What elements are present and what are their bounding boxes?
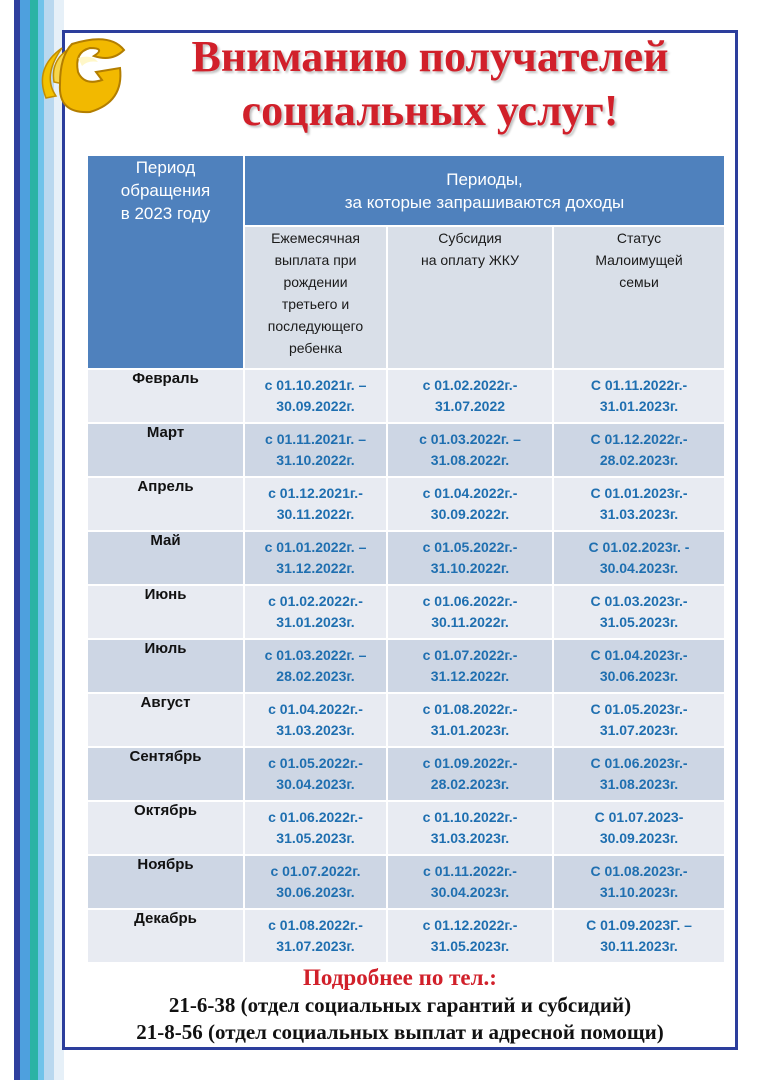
- header-line: обращения: [120, 181, 211, 200]
- header-line: последующего: [267, 318, 364, 335]
- header-line: в 2023 году: [120, 204, 211, 223]
- month-cell: Сентябрь: [88, 748, 243, 800]
- date-line: с 01.07.2022г.-: [422, 647, 518, 663]
- period-cell: [554, 748, 724, 800]
- date-line: С 01.08.2023г.-: [590, 863, 688, 879]
- date-line: 28.02.2023г.: [276, 668, 355, 684]
- date-line: с 01.10.2022г.-: [422, 809, 518, 825]
- date-line: 31.10.2023г.: [599, 884, 679, 900]
- period-cell: [554, 640, 724, 692]
- date-line: С 01.04.2023г.-: [590, 647, 688, 663]
- date-line: с 01.06.2022г.-: [422, 593, 518, 609]
- header-request-period: [88, 156, 243, 368]
- month-cell: Апрель: [88, 478, 243, 530]
- date-line: с 01.09.2022г.-: [422, 755, 518, 771]
- header-line: выплата при: [274, 252, 357, 269]
- period-cell: [245, 694, 386, 746]
- header-monthly-payment: [245, 227, 386, 368]
- period-cell: [388, 748, 552, 800]
- header-line: семьи: [619, 274, 659, 291]
- header-line: Периоды,: [446, 169, 523, 189]
- date-line: 31.01.2023г.: [276, 614, 355, 630]
- more-info-heading: Подробнее по тел.:: [303, 965, 497, 990]
- date-line: 30.06.2023г.: [276, 884, 355, 900]
- period-cell: [245, 586, 386, 638]
- date-line: с 01.05.2022г.-: [422, 539, 518, 555]
- title-line: Вниманию получателей: [191, 32, 669, 81]
- table-row: [88, 370, 724, 422]
- decor-stripe: [20, 0, 30, 1080]
- period-cell: [554, 694, 724, 746]
- period-cell: [388, 532, 552, 584]
- date-line: 30.04.2023г.: [276, 776, 355, 792]
- header-line: ребенка: [288, 340, 342, 357]
- phone-line: 21-8-56 (отдел социальных выплат и адресной помощи): [136, 1020, 664, 1044]
- header-line: Статус: [616, 230, 662, 247]
- date-line: с 01.01.2022г. –: [264, 539, 367, 555]
- period-cell: [245, 478, 386, 530]
- month-cell: Декабрь: [88, 910, 243, 962]
- date-line: с 01.10.2021г. –: [264, 377, 367, 393]
- period-cell: [554, 910, 724, 962]
- period-cell: [245, 748, 386, 800]
- date-line: С 01.03.2023г.-: [590, 593, 688, 609]
- date-line: 31.10.2022г.: [276, 452, 355, 468]
- date-line: с 01.02.2022г.-: [422, 377, 518, 393]
- month-cell: Июль: [88, 640, 243, 692]
- period-cell: [245, 910, 386, 962]
- period-cell: [554, 532, 724, 584]
- header-low-income-status: [554, 227, 724, 368]
- header-income-periods: [245, 156, 724, 225]
- period-cell: [388, 586, 552, 638]
- date-line: 30.09.2023г.: [599, 830, 679, 846]
- header-line: рождении: [283, 274, 348, 291]
- date-line: с 01.12.2022г.-: [422, 917, 518, 933]
- date-line: 31.03.2023г.: [599, 506, 679, 522]
- period-cell: [388, 478, 552, 530]
- table-row: [88, 640, 724, 692]
- decor-stripe: [30, 0, 38, 1080]
- period-cell: [554, 370, 724, 422]
- date-line: 31.01.2023г.: [430, 722, 510, 738]
- header-line: за которые запрашиваются доходы: [344, 192, 625, 212]
- month-cell: Октябрь: [88, 802, 243, 854]
- period-cell: [554, 424, 724, 476]
- date-line: 28.02.2023г.: [430, 776, 510, 792]
- month-cell: Июнь: [88, 586, 243, 638]
- month-cell: Ноябрь: [88, 856, 243, 908]
- date-line: 28.02.2023г.: [599, 452, 679, 468]
- date-line: 31.10.2022г.: [430, 560, 510, 576]
- header-line: Ежемесячная: [271, 230, 360, 247]
- header-line: Малоимущей: [595, 252, 683, 269]
- title-line: социальных услуг!: [241, 86, 619, 135]
- decor-stripe: [44, 0, 54, 1080]
- period-cell: [388, 370, 552, 422]
- date-line: с 01.05.2022г.-: [268, 755, 363, 771]
- date-line: с 01.06.2022г.-: [268, 809, 363, 825]
- period-cell: [388, 910, 552, 962]
- table-row: [88, 694, 724, 746]
- date-line: 31.08.2023г.: [599, 776, 679, 792]
- date-line: С 01.06.2023г.-: [590, 755, 688, 771]
- date-line: 31.05.2023г.: [276, 830, 355, 846]
- period-cell: [388, 694, 552, 746]
- date-line: 31.07.2023г.: [276, 938, 355, 954]
- date-line: с 01.02.2022г.-: [268, 593, 363, 609]
- date-line: 30.11.2023г.: [600, 938, 678, 954]
- date-line: С 01.07.2023-: [594, 809, 684, 825]
- month-cell: Май: [88, 532, 243, 584]
- date-line: 30.04.2023г.: [599, 560, 679, 576]
- date-line: С 01.05.2023г.-: [590, 701, 688, 717]
- date-line: 30.09.2022г.: [276, 398, 355, 414]
- period-cell: [388, 424, 552, 476]
- date-line: 30.06.2023г.: [599, 668, 679, 684]
- contact-info: [70, 964, 730, 1046]
- header-line: Период: [135, 158, 196, 177]
- period-cell: [245, 640, 386, 692]
- period-cell: [245, 532, 386, 584]
- date-line: С 01.09.2023Г. –: [586, 917, 692, 933]
- period-cell: [388, 802, 552, 854]
- date-line: с 01.03.2022г. –: [419, 431, 521, 447]
- date-line: С 01.11.2022г.-: [590, 377, 688, 393]
- date-line: с 01.08.2022г.-: [268, 917, 363, 933]
- date-line: 31.05.2023г.: [430, 938, 510, 954]
- period-cell: [245, 802, 386, 854]
- date-line: с 01.08.2022г.-: [422, 701, 518, 717]
- table-row: [88, 910, 724, 962]
- month-cell: Февраль: [88, 370, 243, 422]
- header-line: третьего и: [281, 296, 350, 313]
- income-periods-table: [86, 154, 726, 964]
- period-cell: [245, 370, 386, 422]
- table-row: [88, 424, 724, 476]
- period-cell: [388, 640, 552, 692]
- period-cell: [554, 856, 724, 908]
- header-line: на оплату ЖКУ: [420, 252, 519, 269]
- date-line: С 01.02.2023г. -: [588, 539, 690, 555]
- page-title: [130, 30, 730, 138]
- period-cell: [554, 802, 724, 854]
- date-line: с 01.12.2021г.-: [268, 485, 363, 501]
- date-line: С 01.01.2023г.-: [590, 485, 688, 501]
- period-cell: [388, 856, 552, 908]
- date-line: 31.03.2023г.: [276, 722, 355, 738]
- period-cell: [554, 586, 724, 638]
- date-line: 31.07.2023г.: [599, 722, 679, 738]
- table-row: [88, 586, 724, 638]
- date-line: 30.11.2022г.: [431, 614, 509, 630]
- date-line: с 01.11.2022г.-: [423, 863, 517, 879]
- date-line: 30.11.2022г.: [276, 506, 355, 522]
- table-row: [88, 856, 724, 908]
- date-line: С 01.12.2022г.-: [590, 431, 688, 447]
- date-line: с 01.07.2022г.: [270, 863, 361, 879]
- date-line: 31.12.2022г.: [276, 560, 355, 576]
- header-housing-subsidy: [388, 227, 552, 368]
- date-line: 30.09.2022г.: [430, 506, 510, 522]
- period-cell: [554, 478, 724, 530]
- table-row: [88, 802, 724, 854]
- date-line: с 01.04.2022г.-: [422, 485, 518, 501]
- table-row: [88, 748, 724, 800]
- month-cell: Август: [88, 694, 243, 746]
- date-line: 31.08.2022г.: [430, 452, 510, 468]
- date-line: с 01.03.2022г. –: [264, 647, 367, 663]
- date-line: 30.04.2023г.: [430, 884, 510, 900]
- date-line: с 01.11.2021г. –: [265, 431, 366, 447]
- date-line: 31.01.2023г.: [599, 398, 679, 414]
- date-line: 31.12.2022г.: [430, 668, 510, 684]
- period-cell: [245, 424, 386, 476]
- phone-line: 21-6-38 (отдел социальных гарантий и субсидий): [168, 993, 632, 1017]
- date-line: 31.03.2023г.: [430, 830, 510, 846]
- header-line: Субсидия: [438, 230, 502, 247]
- date-line: 31.05.2023г.: [599, 614, 679, 630]
- period-cell: [245, 856, 386, 908]
- table-row: [88, 478, 724, 530]
- date-line: с 01.04.2022г.-: [268, 701, 363, 717]
- month-cell: Март: [88, 424, 243, 476]
- date-line: 31.07.2022: [434, 398, 506, 414]
- table-row: [88, 532, 724, 584]
- swirl-logo-icon: [32, 28, 132, 128]
